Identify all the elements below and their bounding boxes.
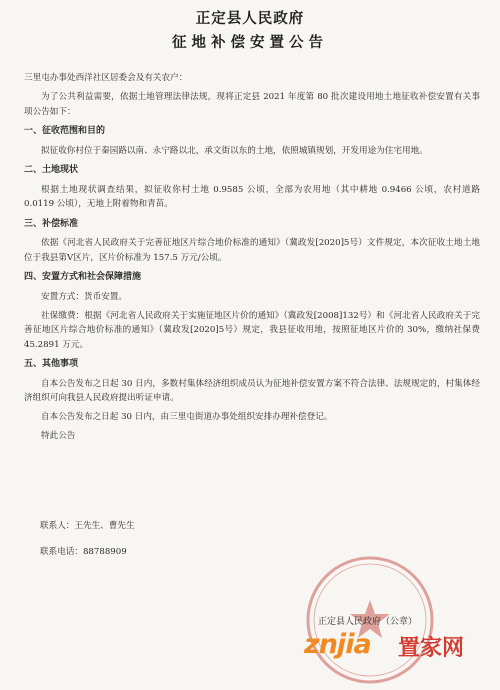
announcement-body	[24, 71, 480, 448]
signer-line: 正定县人民政府（公章）	[318, 617, 418, 627]
addressee: 三里屯办事处西洋社区居委会及有关农户：	[24, 73, 188, 83]
section-heading-compensation: 三、补偿标准	[24, 218, 79, 229]
section-heading-land-status: 二、土地现状	[24, 165, 79, 175]
watermark-cn: 置家网	[398, 636, 465, 661]
section-paragraph: 自本公告发布之日起 30 日内，由三里屯街道办事处组织安排办理补偿登记。	[41, 412, 333, 422]
section-heading-scope: 一、征收范围和目的	[24, 126, 106, 136]
watermark-latin: znjia	[304, 629, 371, 660]
section-heading-other: 五、其他事项	[24, 359, 79, 369]
document-title: 征地补偿安置公告	[172, 35, 328, 51]
section-paragraph: 根据土地现状调查结果，拟征收你村土地 0.9585 公顷，全部为农用地（其中耕地 0.9466 公顷，农村道路 0.0119 公顷），无地上附着物和青苗。	[24, 184, 480, 209]
section-paragraph: 自本公告发布之日起 30 日内，多数村集体经济组织成员认为征地补偿安置方案不符合法律、法规规定的，村集体经济组织可向我县人民政府提出听证申请。	[24, 378, 480, 403]
site-watermark	[304, 629, 494, 665]
contact-phone: 联系电话：88788909	[40, 547, 127, 557]
intro-paragraph: 为了公共利益需要，依据土地管理法律法规，现将正定县 2021 年度第 80 批次建设用地土地征收补偿安置有关事项公告如下：	[24, 92, 480, 117]
issuer-title: 正定县人民政府	[195, 11, 305, 27]
section-heading-resettlement: 四、安置方式和社会保障措施	[24, 272, 142, 282]
section-paragraph: 拟征收你村位于秦园路以南、永宁路以北，承文街以东的土地，依照城镇规划，开发用途为住宅用地。	[41, 145, 428, 156]
section-paragraph: 安置方式：货币安置。	[41, 291, 127, 302]
section-paragraph: 依据《河北省人民政府关于完善征地区片综合地价标准的通知》（冀政发[2020]5号）文件规定，本次征收土地土地位于我县第V区片，区片价标准为 157.5 万元/公顷。	[24, 238, 480, 263]
closing-text: 特此公告	[41, 431, 76, 441]
contact-persons: 联系人：王先生、曹先生	[40, 521, 135, 531]
section-paragraph: 社保缴费：根据《河北省人民政府关于实施征地区片价的通知》（冀政发[2008]132号）和《河北省人民政府关于完善征地区片综合地价标准的通知》（冀政发[2020]5号）规定，我县征收用地，按照征地区片价的 30%，缴纳社保费 45.2891 万元。	[24, 310, 480, 350]
